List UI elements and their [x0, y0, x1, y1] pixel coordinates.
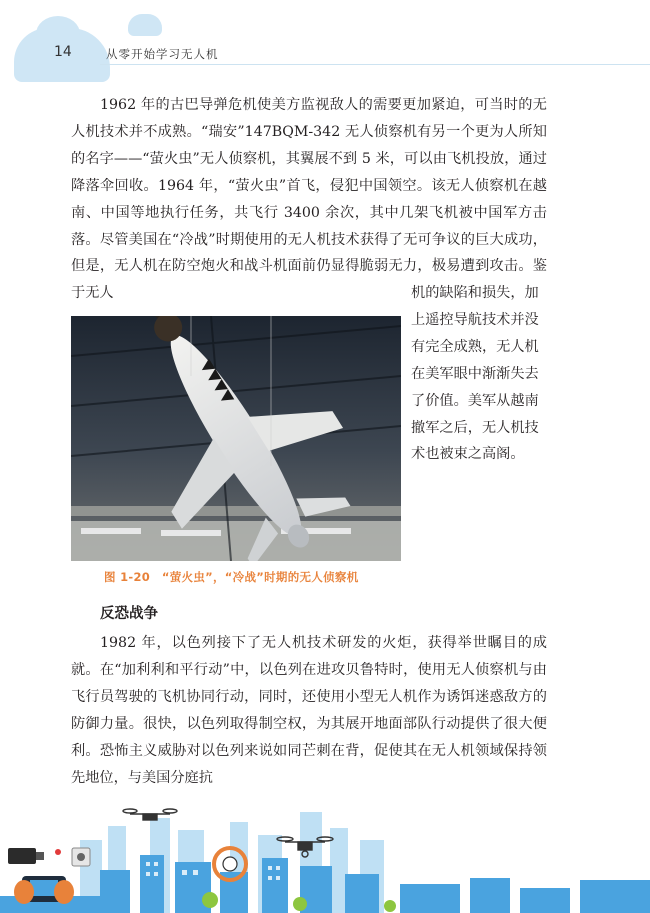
paragraph-1-text: 1962 年的古巴导弹危机使美方监视敌人的需要更加紧迫，可当时的无人机技术并不成熟。“瑞安”147BQM-342 无人侦察机有另一个更为人所知的名字——“萤火虫”无人侦察机，其翼展不到 5 米，可以由飞机投放，通过降落伞回收。1964 年，“萤火虫”首飞，侵犯中国领空。该无人侦察机在越南、中国等地执行任务，共飞行 3400 余次，其中几架飞机被中国军方击落。尽管美国在“冷战”时期使用的无人机技术获得了无可争议的巨大成功，但是，无人机在防空炮火和战斗机面前仍显得脆弱无力，极易遭到攻击。鉴于无人: [71, 97, 547, 302]
firebee-drone-photo: [71, 316, 401, 561]
header-divider: [100, 64, 650, 65]
book-title: 从零开始学习无人机: [106, 47, 219, 61]
section-title: 反恐战争: [100, 606, 158, 622]
paragraph-1: [71, 92, 547, 307]
paragraph-1-continuation: 机的缺陷和损失，加上遥控导航技术并没有完全成熟，无人机在美军眼中渐渐失去了价值。美军从越南撤军之后，无人机技术也被束之高阁。: [411, 285, 539, 463]
figure-caption: 图 1-20 “萤火虫”，“冷战”时期的无人侦察机: [104, 570, 359, 584]
small-cloud-decoration: [128, 14, 162, 36]
paragraph-2-text: 1982 年，以色列接下了无人机技术研发的火炬，获得举世瞩目的成就。在“加利利和平行动”中，以色列在进攻贝鲁特时，使用无人侦察机与由飞行员驾驶的飞机协同行动，同时，还使用小型无人机作为诱饵迷惑敌方的防御力量。很快，以色列取得制空权，为其展开地面部队行动提供了很大便利。恐怖主义威胁对以色列来说如同芒刺在背，促使其在无人机领域保持领先地位，与美国分庭抗: [71, 635, 547, 786]
page-number: 14: [54, 44, 72, 60]
paragraph-2: [71, 630, 547, 791]
footer-city-illustration: [0, 800, 650, 913]
page-header: [0, 0, 650, 80]
